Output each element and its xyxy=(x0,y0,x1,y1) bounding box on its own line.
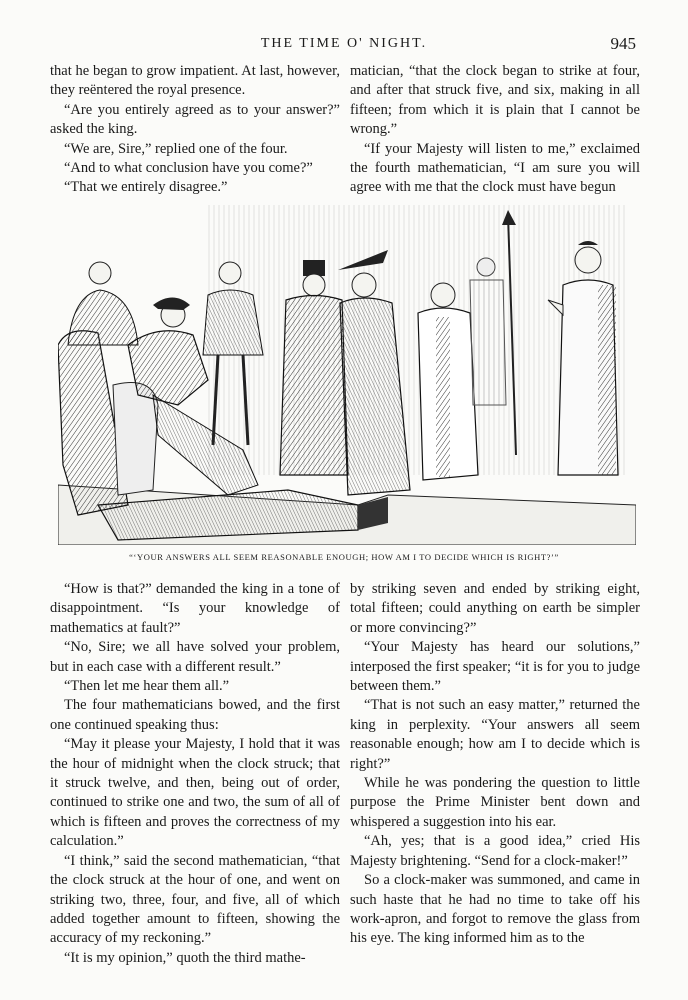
illustration-caption: “‘YOUR ANSWERS ALL SEEM REASONABLE ENOUGH; HOW AM I TO DECIDE WHICH IS RIGHT?’” xyxy=(129,552,559,562)
paragraph: “And to what conclusion have you come?” xyxy=(64,160,313,177)
column-top-left xyxy=(50,62,340,198)
paragraph: matician, “that the clock began to strike at four, and after that struck five, and six, making in all fifteen; from which it is plain that I cannot be wrong.” xyxy=(350,63,640,138)
running-head xyxy=(0,34,688,56)
paragraph: “Are you entirely agreed as to your answer?” asked the king. xyxy=(50,101,340,138)
column-bottom-right xyxy=(350,580,640,949)
paragraph: by striking seven and ended by striking eight, total fifteen; could anything on earth be simpler or more convincing?” xyxy=(350,581,640,636)
paragraph: “Ah, yes; that is a good idea,” cried His Majesty brightening. “Send for a clock-maker!” xyxy=(350,833,640,869)
throne-arm xyxy=(113,383,158,496)
paragraph: “I think,” said the second mathematician, “that the clock struck at the hour of one, and went on striking two, three, four, and five, all of which added together amount to fifteen, showing the accuracy of my reckoning.” xyxy=(50,852,340,947)
paragraph: So a clock-maker was summoned, and came in such haste that he had no time to take off his work-apron, and forgot to remove the glass from his eye. The king informed him as to the xyxy=(350,872,640,947)
paragraph: that he began to grow impatient. At last, however, they reëntered the royal presence. xyxy=(50,63,340,99)
paragraph: “How is that?” demanded the king in a tone of disappointment. “Is your knowledge of mathematics at fault?” xyxy=(50,581,340,636)
paragraph: “It is my opinion,” quoth the third mathe- xyxy=(64,949,306,966)
figure-prime-minister xyxy=(68,262,138,345)
paragraph: “No, Sire; we all have solved your problem, but in each case with a different result.” xyxy=(50,639,340,675)
paragraph: “Then let me hear them all.” xyxy=(64,678,230,695)
engraving-figures xyxy=(58,205,636,545)
page-number: 945 xyxy=(610,34,636,53)
paragraph: “May it please your Majesty, I hold that it was the hour of midnight when the clock struck; that it struck twelve, and then, being out of order, continued to strike one and two, the sum of all of which is fifteen and proves the correctness of my calculation.” xyxy=(50,736,340,850)
paragraph: “If your Majesty will listen to me,” exclaimed the fourth mathematician, “I am sure you will agree with me that the clock must have begun xyxy=(350,140,640,196)
paragraph: “We are, Sire,” replied one of the four. xyxy=(64,140,288,157)
paragraph: “That we entirely disagree.” xyxy=(64,179,228,196)
figure-mathematician-3 xyxy=(418,283,478,480)
column-top-right xyxy=(350,62,640,198)
paragraph: “Your Majesty has heard our solutions,” interposed the first speaker; “it is for you to judge between them.” xyxy=(350,639,640,695)
paragraph: “That is not such an easy matter,” returned the king in perplexity. “Your answers all seem reasonable enough; how am I to decide which is right?” xyxy=(350,697,640,772)
column-bottom-left xyxy=(50,580,340,968)
paragraph: The four mathematicians bowed, and the first one continued speaking thus: xyxy=(50,697,340,733)
running-title: THE TIME O' NIGHT. xyxy=(260,36,428,51)
paragraph: While he was pondering the question to little purpose the Prime Minister bent down and whispered a suggestion into his ear. xyxy=(350,775,640,830)
illustration-king-and-mathematicians xyxy=(58,205,636,545)
